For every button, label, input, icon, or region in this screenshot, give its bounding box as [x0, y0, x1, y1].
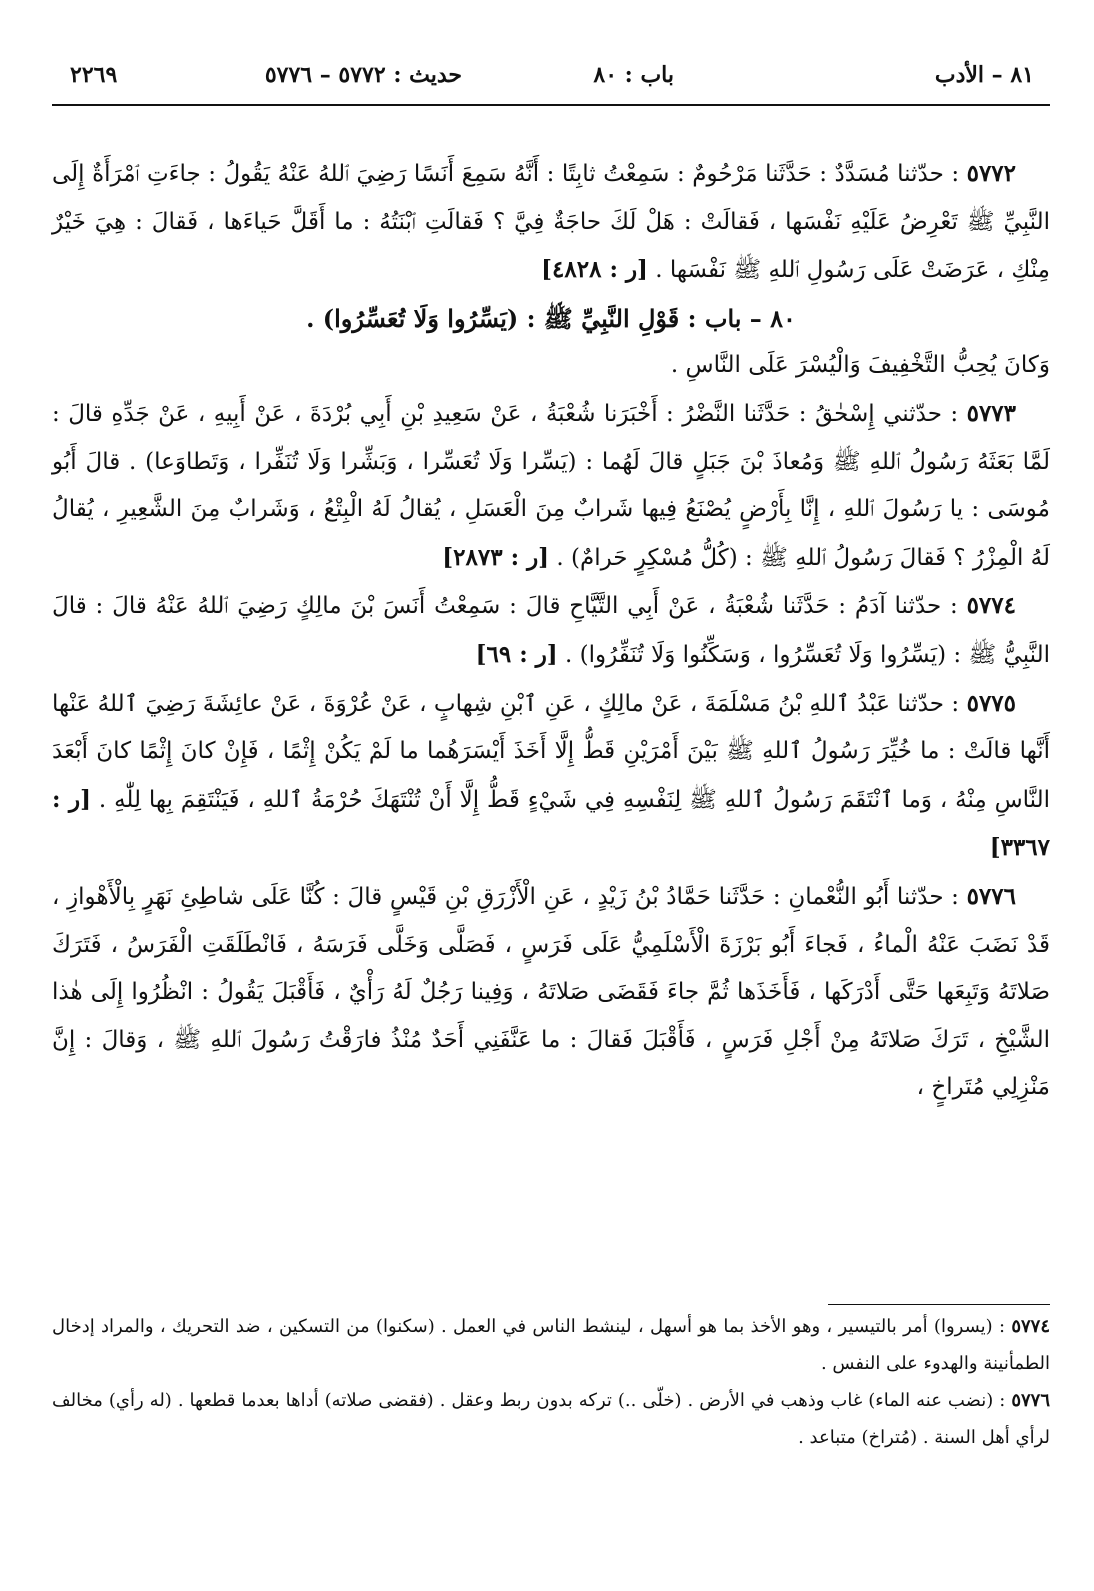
page-number: ٢٢٦٩	[70, 62, 118, 88]
chapter-heading: ٨٠ – باب : قَوْلِ النَّبِيِّ ﷺ : (يَسِّرُوا وَلَا تُعَسِّرُوا) .	[306, 303, 796, 333]
cross-reference: [ر : ٢٨٧٣]	[442, 543, 550, 571]
footnote-number: ٥٧٧٤	[1011, 1316, 1050, 1337]
hadith-text: : حدّثنا مُسَدَّدٌ : حَدَّثَنا مَرْحُومٌ : سَمِعْتُ ثابِتًا : أَنَّهُ سَمِعَ أَنَسًا رَضِيَ ٱللهُ عَنْهُ يَقُولُ : جاءَتِ ٱمْرَأَةٌ إِلَى النَّبِيِّ ﷺ تَعْرِضُ عَلَيْهِ نَفْسَها ، فَقالَتْ : هَلْ لَكَ حاجَةٌ فِيَّ ؟ فَقالَتِ ٱبْنَتُهُ : ما أَقَلَّ حَياءَها ، فَقالَ : هِيَ خَيْرٌ مِنْكِ ، عَرَضَتْ عَلَى رَسُولِ ٱللهِ ﷺ نَفْسَها .	[52, 161, 1050, 284]
header-chapter-title: ٨١ – الأدب	[934, 62, 1034, 88]
header-hadith-range: حديث : ٥٧٧٢ – ٥٧٧٦	[264, 62, 462, 88]
hadith-5772	[52, 150, 1050, 295]
header-bab: باب : ٨٠	[593, 62, 674, 88]
hadith-number: ٥٧٧٦	[966, 882, 1016, 910]
hadith-number: ٥٧٧٤	[966, 592, 1016, 620]
cross-reference: [ر : ٣٣٦٧]	[52, 785, 1050, 862]
hadith-5775	[52, 680, 1050, 873]
running-header	[70, 56, 1034, 96]
hadith-text: : حدّثنا أَبُو النُّعْمانِ : حَدَّثَنا حَمَّادُ بْنُ زَيْدٍ ، عَنِ الْأَزْرَقِ بْنِ قَيْسٍ قالَ : كُنَّا عَلَى شاطِئِ نَهَرٍ بِالْأَهْوازِ ، قَدْ نَضَبَ عَنْهُ الْماءُ ، فَجاءَ أَبُو بَرْزَةَ الْأَسْلَمِيُّ عَلَى فَرَسٍ ، فَصَلَّى وَخَلَّى فَرَسَهُ ، فَانْطَلَقَتِ الْفَرَسُ ، فَتَرَكَ صَلاتَهُ وَتَبِعَها حَتَّى أَدْرَكَها ، فَأَخَذَها ثُمَّ جاءَ فَقَضَى صَلاتَهُ ، وَفِينا رَجُلٌ لَهُ رَأْيٌ ، فَأَقْبَلَ يَقُولُ : انْظُرُوا إِلَى هٰذا الشَّيْخِ ، تَرَكَ صَلاتَهُ مِنْ أَجْلِ فَرَسٍ ، فَأَقْبَلَ فَقالَ : ما عَنَّفَنِي أَحَدٌ مُنْذُ فارَقْتُ رَسُولَ ٱللهِ ﷺ ، وَقالَ : إِنَّ مَنْزِلِي مُتَراخٍ ،	[52, 883, 1050, 1101]
cross-reference: [ر : ٤٨٢٨]	[541, 256, 648, 284]
hadith-5774	[52, 582, 1050, 679]
main-text	[52, 150, 1050, 1112]
footnote-number: ٥٧٧٦	[1011, 1390, 1050, 1411]
hadith-5773	[52, 390, 1050, 582]
cross-reference: [ر : ٦٩]	[475, 640, 558, 668]
footnote	[52, 1308, 1050, 1382]
footnotes	[52, 1308, 1050, 1456]
hadith-number: ٥٧٧٥	[966, 689, 1017, 717]
header-divider	[52, 104, 1050, 106]
footnote-text: : (نضب عنه الماء) غاب وذهب في الأرض . (خلّى ..) تركه بدون ربط وعقل . (فقضى صلاته) أداها بعدما قطعها . (له رأي) مخالف لرأي أهل السنة . (مُتراخ) متباعد .	[52, 1390, 1050, 1448]
hadith-number: ٥٧٧٢	[966, 160, 1017, 187]
hadith-text: : حدّثنا عَبْدُ ٱللهِ بْنُ مَسْلَمَةَ ، عَنْ مالِكٍ ، عَنِ ٱبْنِ شِهابٍ ، عَنْ عُرْوَةَ ، عَنْ عائِشَةَ رَضِيَ ٱللهُ عَنْها أَنَّها قالَتْ : ما خُيِّرَ رَسُولُ ٱللهِ ﷺ بَيْنَ أَمْرَيْنِ قَطُّ إِلَّا أَخَذَ أَيْسَرَهُما ما لَمْ يَكُنْ إِثْمًا ، فَإِنْ كانَ إِثْمًا كانَ أَبْعَدَ النَّاسِ مِنْهُ ، وَما ٱنْتَقَمَ رَسُولُ ٱللهِ ﷺ لِنَفْسِهِ فِي شَيْءٍ قَطُّ إِلَّا أَنْ تُنْتَهَكَ حُرْمَةُ ٱللهِ ، فَيَنْتَقِمَ بِها لِلّٰهِ .	[52, 690, 1051, 813]
footnote	[52, 1382, 1050, 1456]
hadith-5776	[52, 873, 1050, 1112]
footnote-text: : (يسروا) أمر بالتيسير ، وهو الأخذ بما هو أسهل ، لينشط الناس في العمل . (سكنوا) من التسكين ، ضد التحريك ، والمراد إدخال الطمأنينة والهدوء على النفس .	[52, 1316, 1050, 1374]
hadith-text: : حدّثنا آدَمُ : حَدَّثَنا شُعْبَةُ ، عَنْ أَبِي التَّيَّاحِ قالَ : سَمِعْتُ أَنَسَ بْنَ مالِكٍ رَضِيَ ٱللهُ عَنْهُ قالَ : قالَ النَّبِيُّ ﷺ : (يَسِّرُوا وَلَا تُعَسِّرُوا ، وَسَكِّنُوا وَلَا تُنَفِّرُوا) .	[52, 593, 1050, 668]
footnote-divider	[828, 1304, 1050, 1305]
hadith-number: ٥٧٧٣	[966, 399, 1017, 427]
chapter-note: وَكانَ يُحِبُّ التَّخْفِيفَ وَالْيُسْرَ عَلَى النَّاسِ .	[670, 352, 1050, 379]
hadith-text: : حدّثني إِسْحٰقُ : حَدَّثَنا النَّضْرُ : أَخْبَرَنا شُعْبَةُ ، عَنْ سَعِيدِ بْنِ أَبِي بُرْدَةَ ، عَنْ أَبِيهِ ، عَنْ جَدِّهِ قالَ : لَمَّا بَعَثَهُ رَسُولُ ٱللهِ ﷺ وَمُعاذَ بْنَ جَبَلٍ قالَ لَهُما : (يَسِّرا وَلَا تُعَسِّرا ، وَبَشِّرا وَلَا تُنَفِّرا ، وَتَطاوَعا) . قالَ أَبُو مُوسَى : يا رَسُولَ ٱللهِ ، إِنَّا بِأَرْضٍ يُصْنَعُ فِيها شَرابٌ مِنَ الْعَسَلِ ، يُقالُ لَهُ الْبِتْعُ ، وَشَرابٌ مِنَ الشَّعِيرِ ، يُقالُ لَهُ الْمِزْرُ ؟ فَقالَ رَسُولُ ٱللهِ ﷺ : (كُلُّ مُسْكِرٍ حَرامٌ) .	[52, 400, 1050, 571]
